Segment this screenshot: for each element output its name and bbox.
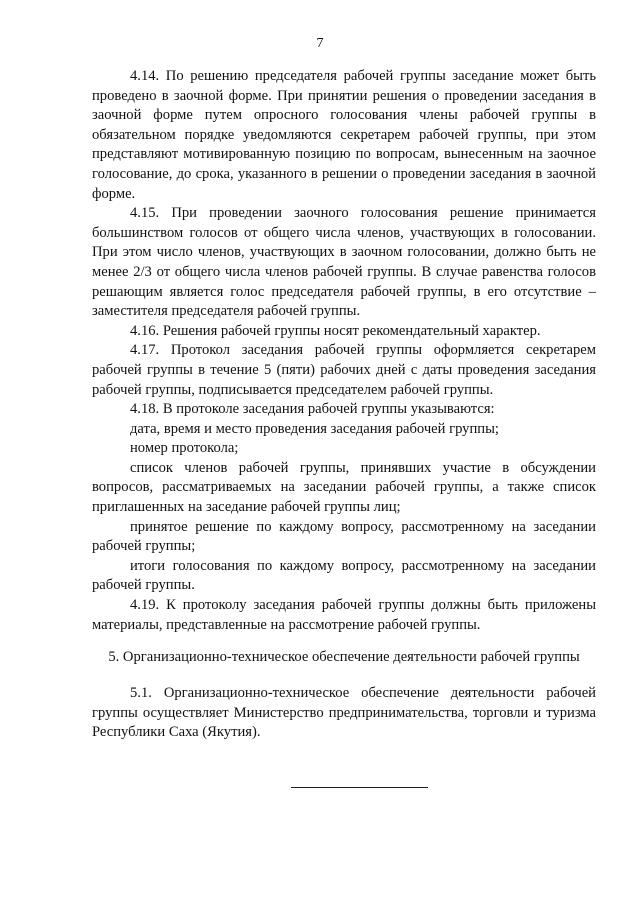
paragraph-4-15: 4.15. При проведении заочного голосования решение принимается большинством голосов от общего числа членов, участвующих в голосовании. При этом число членов, участвующих в заочном голосовании, должно быть не менее 2/3 от общего числа членов рабочей группы. В случае равенства голосов решающим является голос председателя рабочей группы, в его отсутствие – заместителя председателя рабочей группы. (92, 205, 596, 320)
paragraph-4-19: 4.19. К протоколу заседания рабочей группы должны быть приложены материалы, представленные на рассмотрение рабочей группы. (92, 597, 596, 633)
list-item-members-list: список членов рабочей группы, принявших участие в обсуждении вопросов, рассматриваемых на заседании рабочей группы, а также список приглашенных на заседание рабочей группы лиц; (92, 459, 596, 516)
list-item-voting-results: итоги голосования по каждому вопросу, рассмотренному на заседании рабочей группы. (92, 557, 596, 594)
document-body (92, 67, 596, 635)
paragraph-5-1: 5.1. Организационно-техническое обеспечение деятельности рабочей группы осуществляет Министерство предпринимательства, торговли и туризма Республики Саха (Якутия). (92, 685, 596, 741)
list-item-date-time-place: дата, время и место проведения заседания рабочей группы; (130, 420, 499, 437)
paragraph-4-16: 4.16. Решения рабочей группы носят рекомендательный характер. (130, 322, 541, 339)
paragraph-4-18: 4.18. В протоколе заседания рабочей группы указываются: (130, 401, 495, 418)
list-item-protocol-number: номер протокола; (130, 440, 239, 457)
paragraph-4-14: 4.14. По решению председателя рабочей группы заседание может быть проведено в заочной форме. При принятии решения о проведении заседания в заочной форме путем опросного голосования члены рабочей группы в обязательном порядке уведомляются секретарем рабочей группы, при этом представляют мотивированную позицию по вопросам, вынесенным на заочное голосование, до срока, указанного в решении о проведении заседания в заочной форме. (92, 68, 596, 202)
page-number: 7 (316, 36, 324, 51)
list-item-decision: принятое решение по каждому вопросу, рассмотренному на заседании рабочей группы; (92, 518, 596, 555)
section-5-body (92, 684, 596, 743)
section-5-heading: 5. Организационно-техническое обеспечение деятельности рабочей группы (108, 649, 580, 665)
end-divider (291, 787, 428, 788)
paragraph-4-17: 4.17. Протокол заседания рабочей группы оформляется секретарем рабочей группы в течение 5 (пяти) рабочих дней с даты проведения заседания рабочей группы, подписывается председателем рабочей группы. (92, 342, 596, 398)
